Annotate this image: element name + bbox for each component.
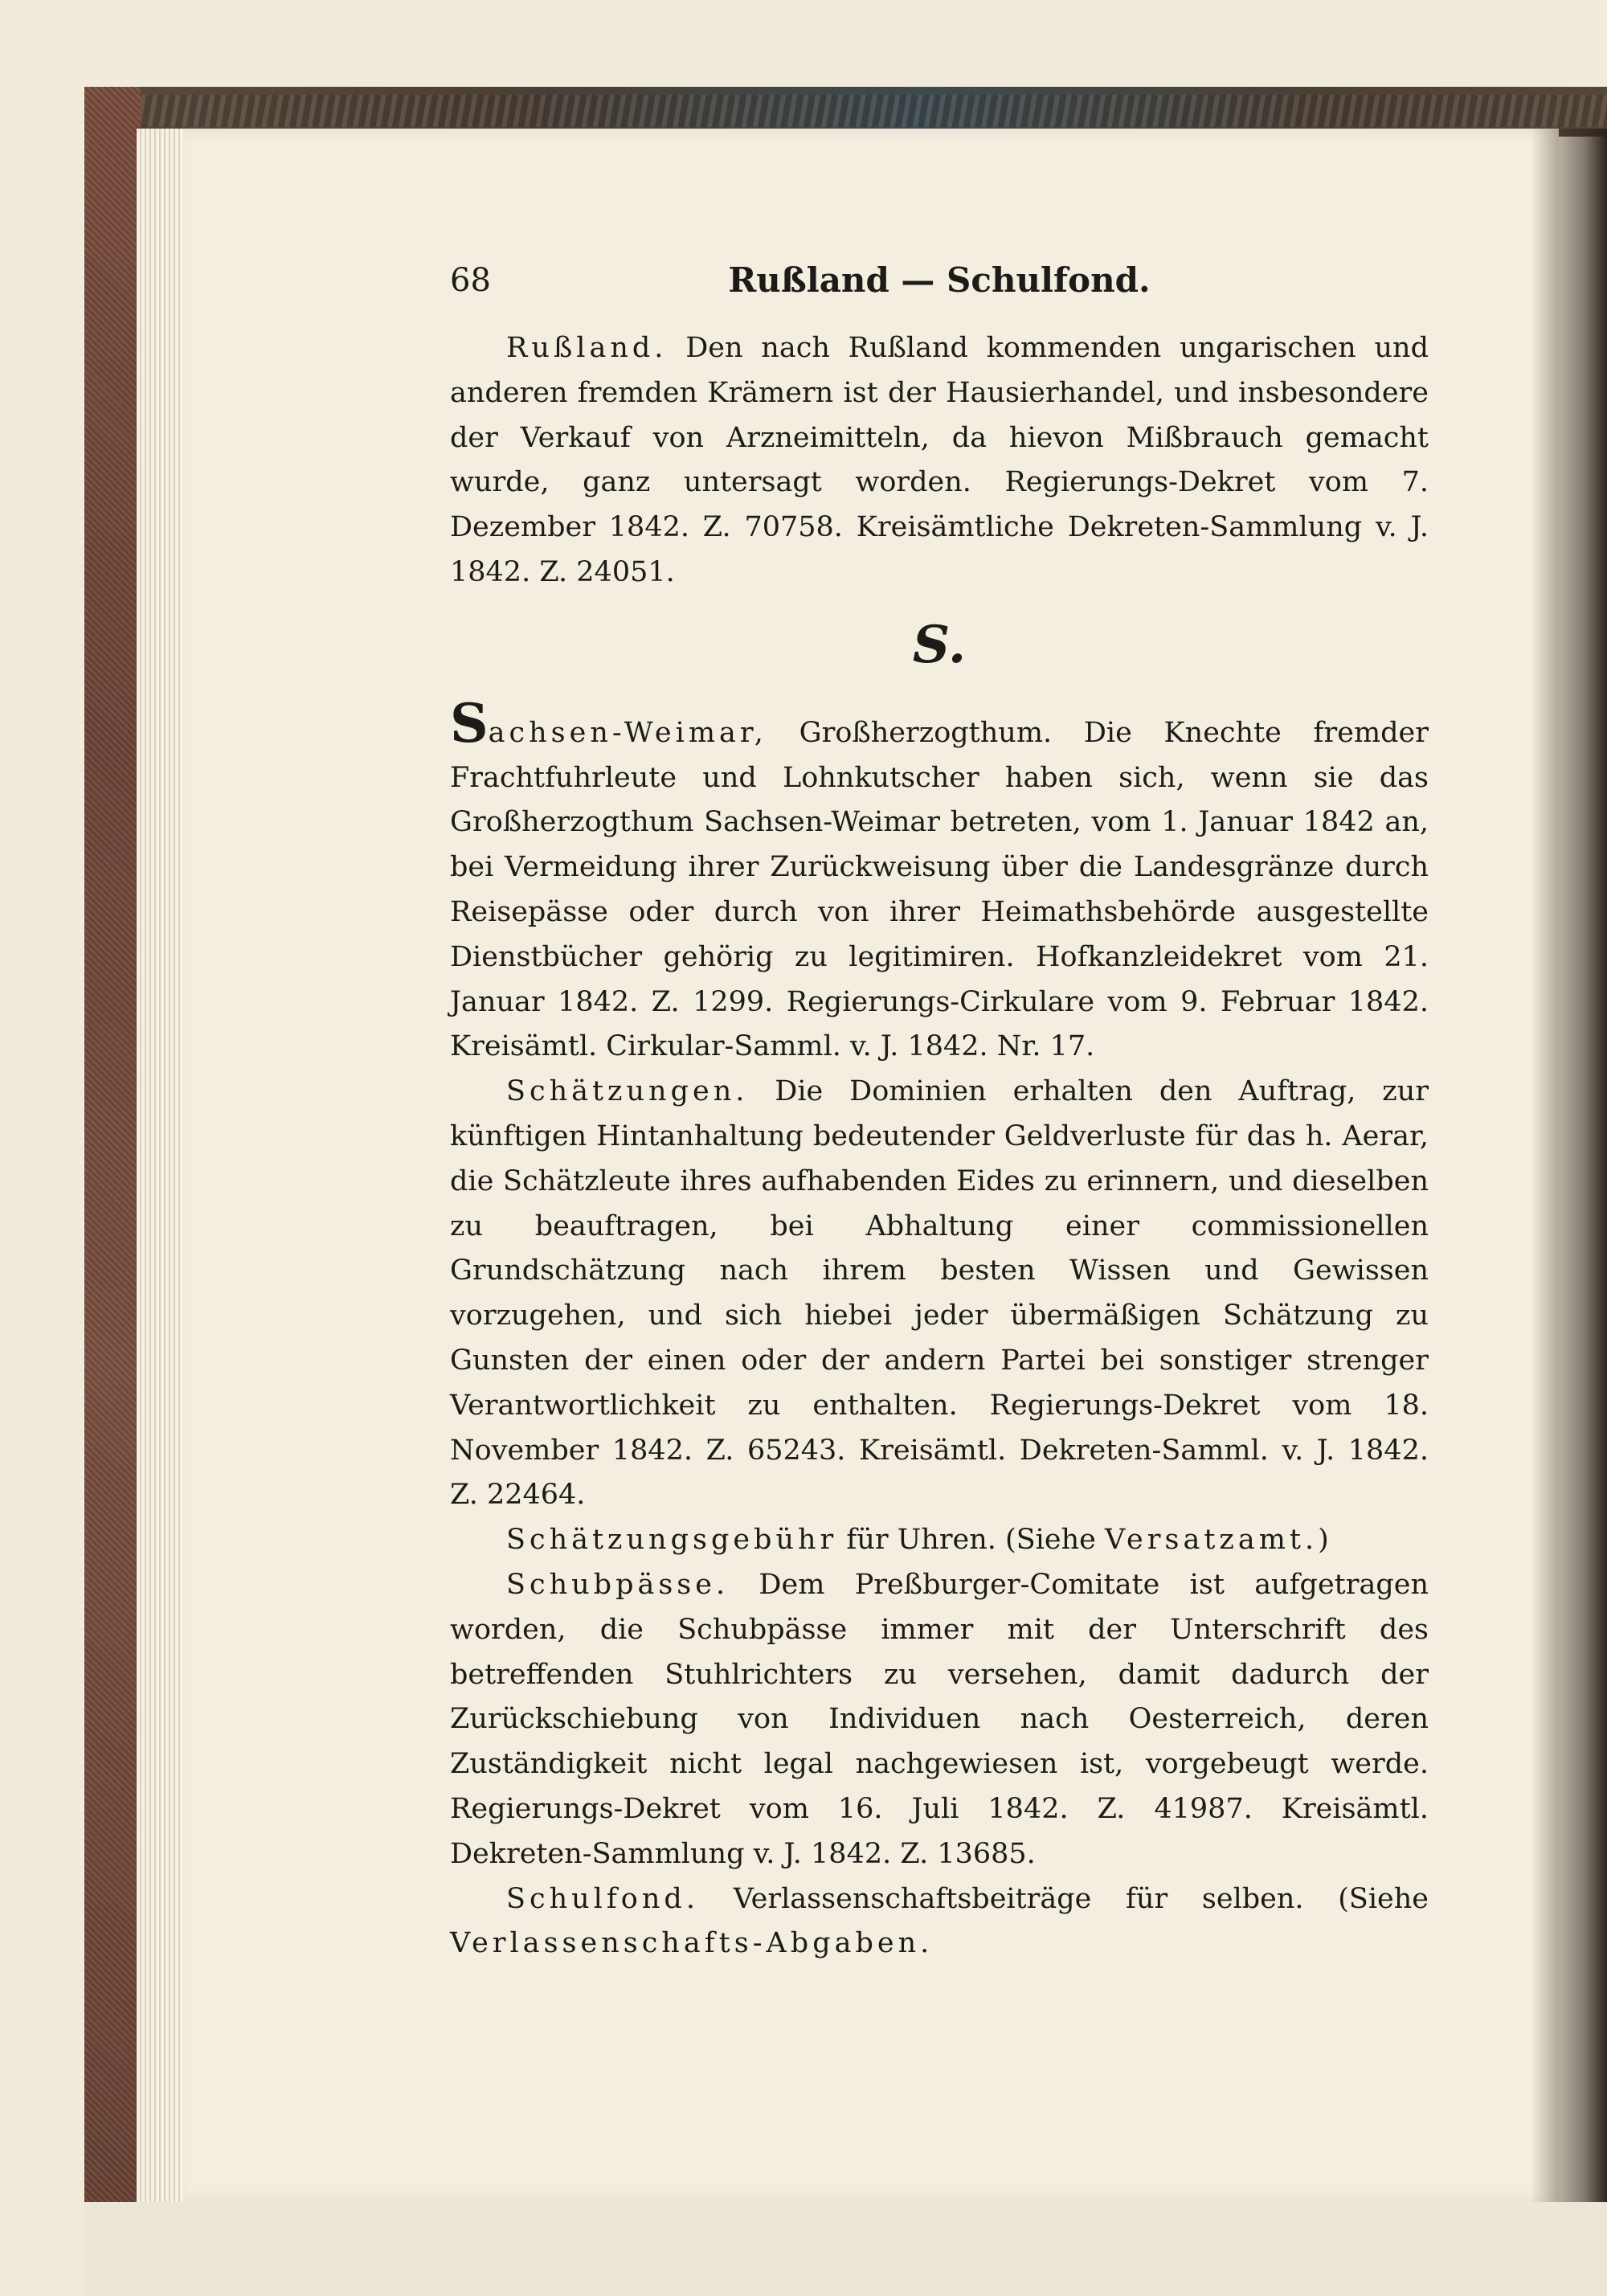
keyword-sachsen: achsen-Weimar,	[488, 716, 767, 749]
text-russland: Den nach Rußland kommenden ungarischen und anderen fremden Krämern ist der Hausierhandel, und insbesondere der Verkauf von Arzneimitteln, da hievon Mißbrauch gemacht wurde, ganz untersagt worden. Regierungs-Dekret vom 7. Dezember 1842. Z. 70758. Kreisämtliche Dekreten-Sammlung v. J. 1842. Z. 24051.	[450, 332, 1429, 588]
page-number: 68	[450, 262, 491, 299]
entry-schaetzungen	[450, 1070, 1429, 1518]
keyword-schulfond: Schulfond.	[506, 1882, 699, 1915]
running-head: Rußland — Schulfond.	[728, 260, 1151, 300]
section-letter: S.	[912, 614, 967, 675]
entry-sachsen	[450, 691, 1429, 1070]
entry-schulfond	[450, 1877, 1429, 1967]
keyword-schaetzungsgebuehr: Schätzungsgebühr	[506, 1524, 838, 1557]
page-header	[450, 256, 1429, 312]
gutter-shadow	[1531, 129, 1607, 2202]
text-schulfond: Verlassenschaftsbeiträge für selben. (Siehe	[733, 1882, 1429, 1915]
keyword-russland: Rußland.	[506, 332, 668, 364]
keyword-schaetzungen: Schätzungen.	[506, 1075, 749, 1108]
book-cover-spine	[84, 87, 141, 2216]
ref-versatzamt: Versatzamt.	[1104, 1524, 1319, 1557]
keyword-schubpaesse: Schubpässe.	[506, 1568, 730, 1601]
text-schaetzungsgebuehr: für Uhren. (Siehe	[846, 1524, 1096, 1557]
entry-russland	[450, 326, 1429, 595]
entry-schaetzungsgebuehr	[450, 1518, 1429, 1563]
page-text	[450, 256, 1429, 1967]
bottom-edge	[84, 2202, 1607, 2296]
text-close-paren: )	[1318, 1524, 1329, 1557]
dropcap-s: S	[450, 691, 489, 755]
text-sachsen: Großherzogthum. Die Knechte fremder Frachtfuhrleute und Lohnkutscher haben sich, wenn sie das Großherzogthum Sachsen-Weimar betreten, vom 1. Januar 1842 an, bei Vermeidung ihrer Zurückweisung über die Landesgränze durch Reisepässe oder durch von ihrer Heimathsbehörde ausgestellte Dienstbücher gehörig zu legitimiren. Hofkanzleidekret vom 21. Januar 1842. Z. 1299. Regierungs-Cirkulare vom 9. Februar 1842. Kreisämtl. Cirkular-Samml. v. J. 1842. Nr. 17.	[450, 716, 1429, 1063]
ref-verlassenschafts-abgaben: Verlassenschafts-Abgaben.	[450, 1927, 934, 1960]
entry-schubpaesse	[450, 1563, 1429, 1877]
text-schaetzungen: Die Dominien erhalten den Auftrag, zur künftigen Hintanhaltung bedeutender Geldverluste für das h. Aerar, die Schätzleute ihres aufhabenden Eides zu erinnern, und dieselben zu beauftragen, bei Abhaltung einer commissionellen Grundschätzung nach ihrem besten Wissen und Gewissen vorzugehen, und sich hiebei jeder übermäßigen Schätzung zu Gunsten der einen oder der andern Partei bei sonstiger strenger Verantwortlichkeit zu enthalten. Regierungs-Dekret vom 18. November 1842. Z. 65243. Kreisämtl. Dekreten-Samml. v. J. 1842. Z. 22464.	[450, 1075, 1429, 1512]
text-schubpaesse: Dem Preßburger-Comitate ist aufgetragen worden, die Schubpässe immer mit der Unterschrift des betreffenden Stuhlrichters zu versehen, damit dadurch der Zurückschiebung von Individuen nach Oesterreich, deren Zuständigkeit nicht legal nachgewiesen ist, vorgebeugt werde. Regierungs-Dekret vom 16. Juli 1842. Z. 41987. Kreisämtl. Dekreten-Sammlung v. J. 1842. Z. 13685.	[450, 1568, 1429, 1870]
page-edges	[137, 129, 185, 2202]
